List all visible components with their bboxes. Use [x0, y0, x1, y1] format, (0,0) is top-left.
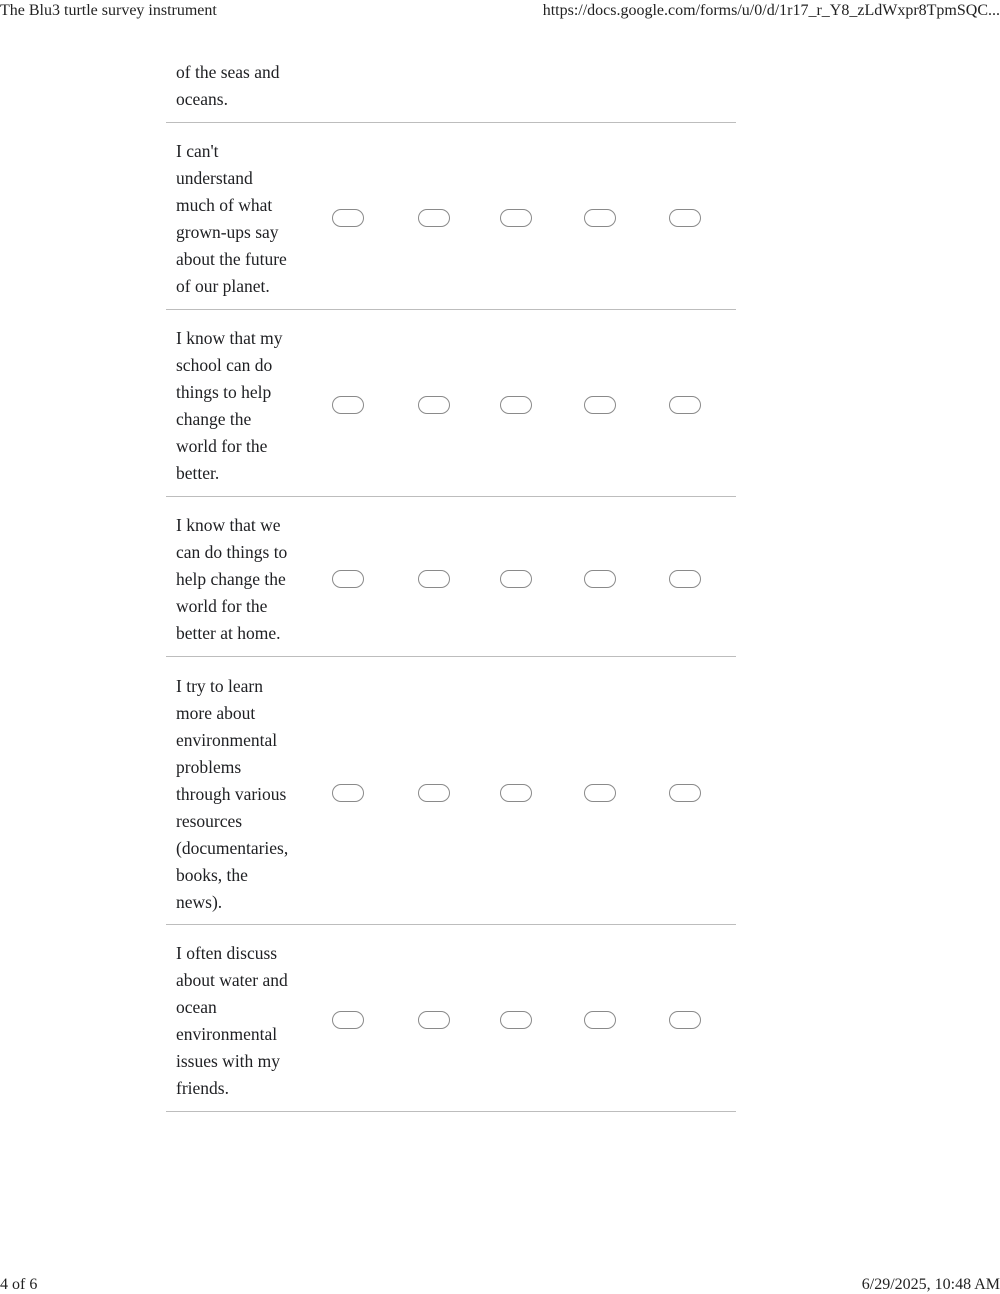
row-label-line: environmental	[176, 1024, 278, 1044]
radio-option-3[interactable]	[500, 396, 532, 414]
grid-row	[166, 310, 736, 497]
radio-option-1[interactable]	[332, 570, 364, 588]
radio-option-4[interactable]	[584, 396, 616, 414]
row-label-line: resources	[176, 811, 243, 831]
radio-option-2[interactable]	[418, 396, 450, 414]
radio-option-4[interactable]	[584, 1011, 616, 1029]
radio-option-4[interactable]	[584, 209, 616, 227]
row-label-line: I can't	[176, 141, 219, 161]
row-label-line: (documentaries,	[176, 838, 289, 858]
row-label-line: world for the	[176, 436, 268, 456]
row-label-line: books, the	[176, 865, 248, 885]
row-label-line: much of what	[176, 195, 273, 215]
radio-option-2[interactable]	[418, 784, 450, 802]
radio-option-3[interactable]	[500, 1011, 532, 1029]
row-label-line: through various	[176, 784, 287, 804]
row-label-line: understand	[176, 168, 253, 188]
row-label-line: friends.	[176, 1078, 229, 1098]
row-label-line: of our planet.	[176, 276, 270, 296]
grid-row	[166, 925, 736, 1112]
print-datetime: 6/29/2025, 10:48 AM	[861, 1276, 1000, 1293]
radio-option-4[interactable]	[584, 784, 616, 802]
radio-option-5[interactable]	[669, 784, 701, 802]
row-label-line: better.	[176, 463, 220, 483]
row-label	[176, 325, 306, 487]
radio-option-5[interactable]	[669, 396, 701, 414]
row-label	[176, 59, 306, 113]
grid-row	[166, 497, 736, 657]
row-label-line: about the future	[176, 249, 287, 269]
radio-option-4[interactable]	[584, 570, 616, 588]
radio-option-1[interactable]	[332, 396, 364, 414]
radio-option-5[interactable]	[669, 209, 701, 227]
row-label-line: world for the	[176, 596, 268, 616]
row-label-line: I know that my	[176, 328, 283, 348]
row-label-line: I try to learn	[176, 676, 263, 696]
row-label-line: problems	[176, 757, 242, 777]
grid-row	[166, 657, 736, 925]
row-label	[176, 512, 306, 647]
row-label-line: issues with my	[176, 1051, 281, 1071]
radio-option-3[interactable]	[500, 570, 532, 588]
grid-row	[166, 123, 736, 310]
row-label-line: grown-ups say	[176, 222, 279, 242]
radio-option-3[interactable]	[500, 209, 532, 227]
row-label-line: news).	[176, 892, 223, 912]
row-label-line: school can do	[176, 355, 273, 375]
radio-option-1[interactable]	[332, 784, 364, 802]
row-label-line: I often discuss	[176, 943, 278, 963]
row-label-line: more about	[176, 703, 256, 723]
row-label	[176, 940, 306, 1102]
row-label-line: change the	[176, 409, 252, 429]
row-label-line: things to help	[176, 382, 272, 402]
row-label	[176, 673, 306, 916]
row-label-line: help change the	[176, 569, 286, 589]
row-label-line: I know that we	[176, 515, 281, 535]
radio-option-2[interactable]	[418, 209, 450, 227]
grid-row	[166, 0, 736, 123]
row-label-line: oceans.	[176, 89, 228, 109]
row-label-line: better at home.	[176, 623, 281, 643]
row-label-line: of the seas and	[176, 62, 280, 82]
radio-option-1[interactable]	[332, 209, 364, 227]
radio-option-5[interactable]	[669, 570, 701, 588]
radio-option-1[interactable]	[332, 1011, 364, 1029]
row-label-line: ocean	[176, 997, 217, 1017]
print-footer	[0, 1276, 1000, 1294]
row-label-line: environmental	[176, 730, 278, 750]
radio-option-5[interactable]	[669, 1011, 701, 1029]
radio-option-2[interactable]	[418, 1011, 450, 1029]
row-label-line: about water and	[176, 970, 288, 990]
row-label-line: can do things to	[176, 542, 288, 562]
row-label	[176, 138, 306, 300]
radio-option-3[interactable]	[500, 784, 532, 802]
radio-option-2[interactable]	[418, 570, 450, 588]
document-url: https://docs.google.com/forms/u/0/d/1r17_r_Y8_zLdWxpr8TpmSQC...	[542, 2, 1000, 19]
page-number: 4 of 6	[0, 1276, 38, 1293]
document-title: The Blu3 turtle survey instrument	[0, 2, 217, 19]
